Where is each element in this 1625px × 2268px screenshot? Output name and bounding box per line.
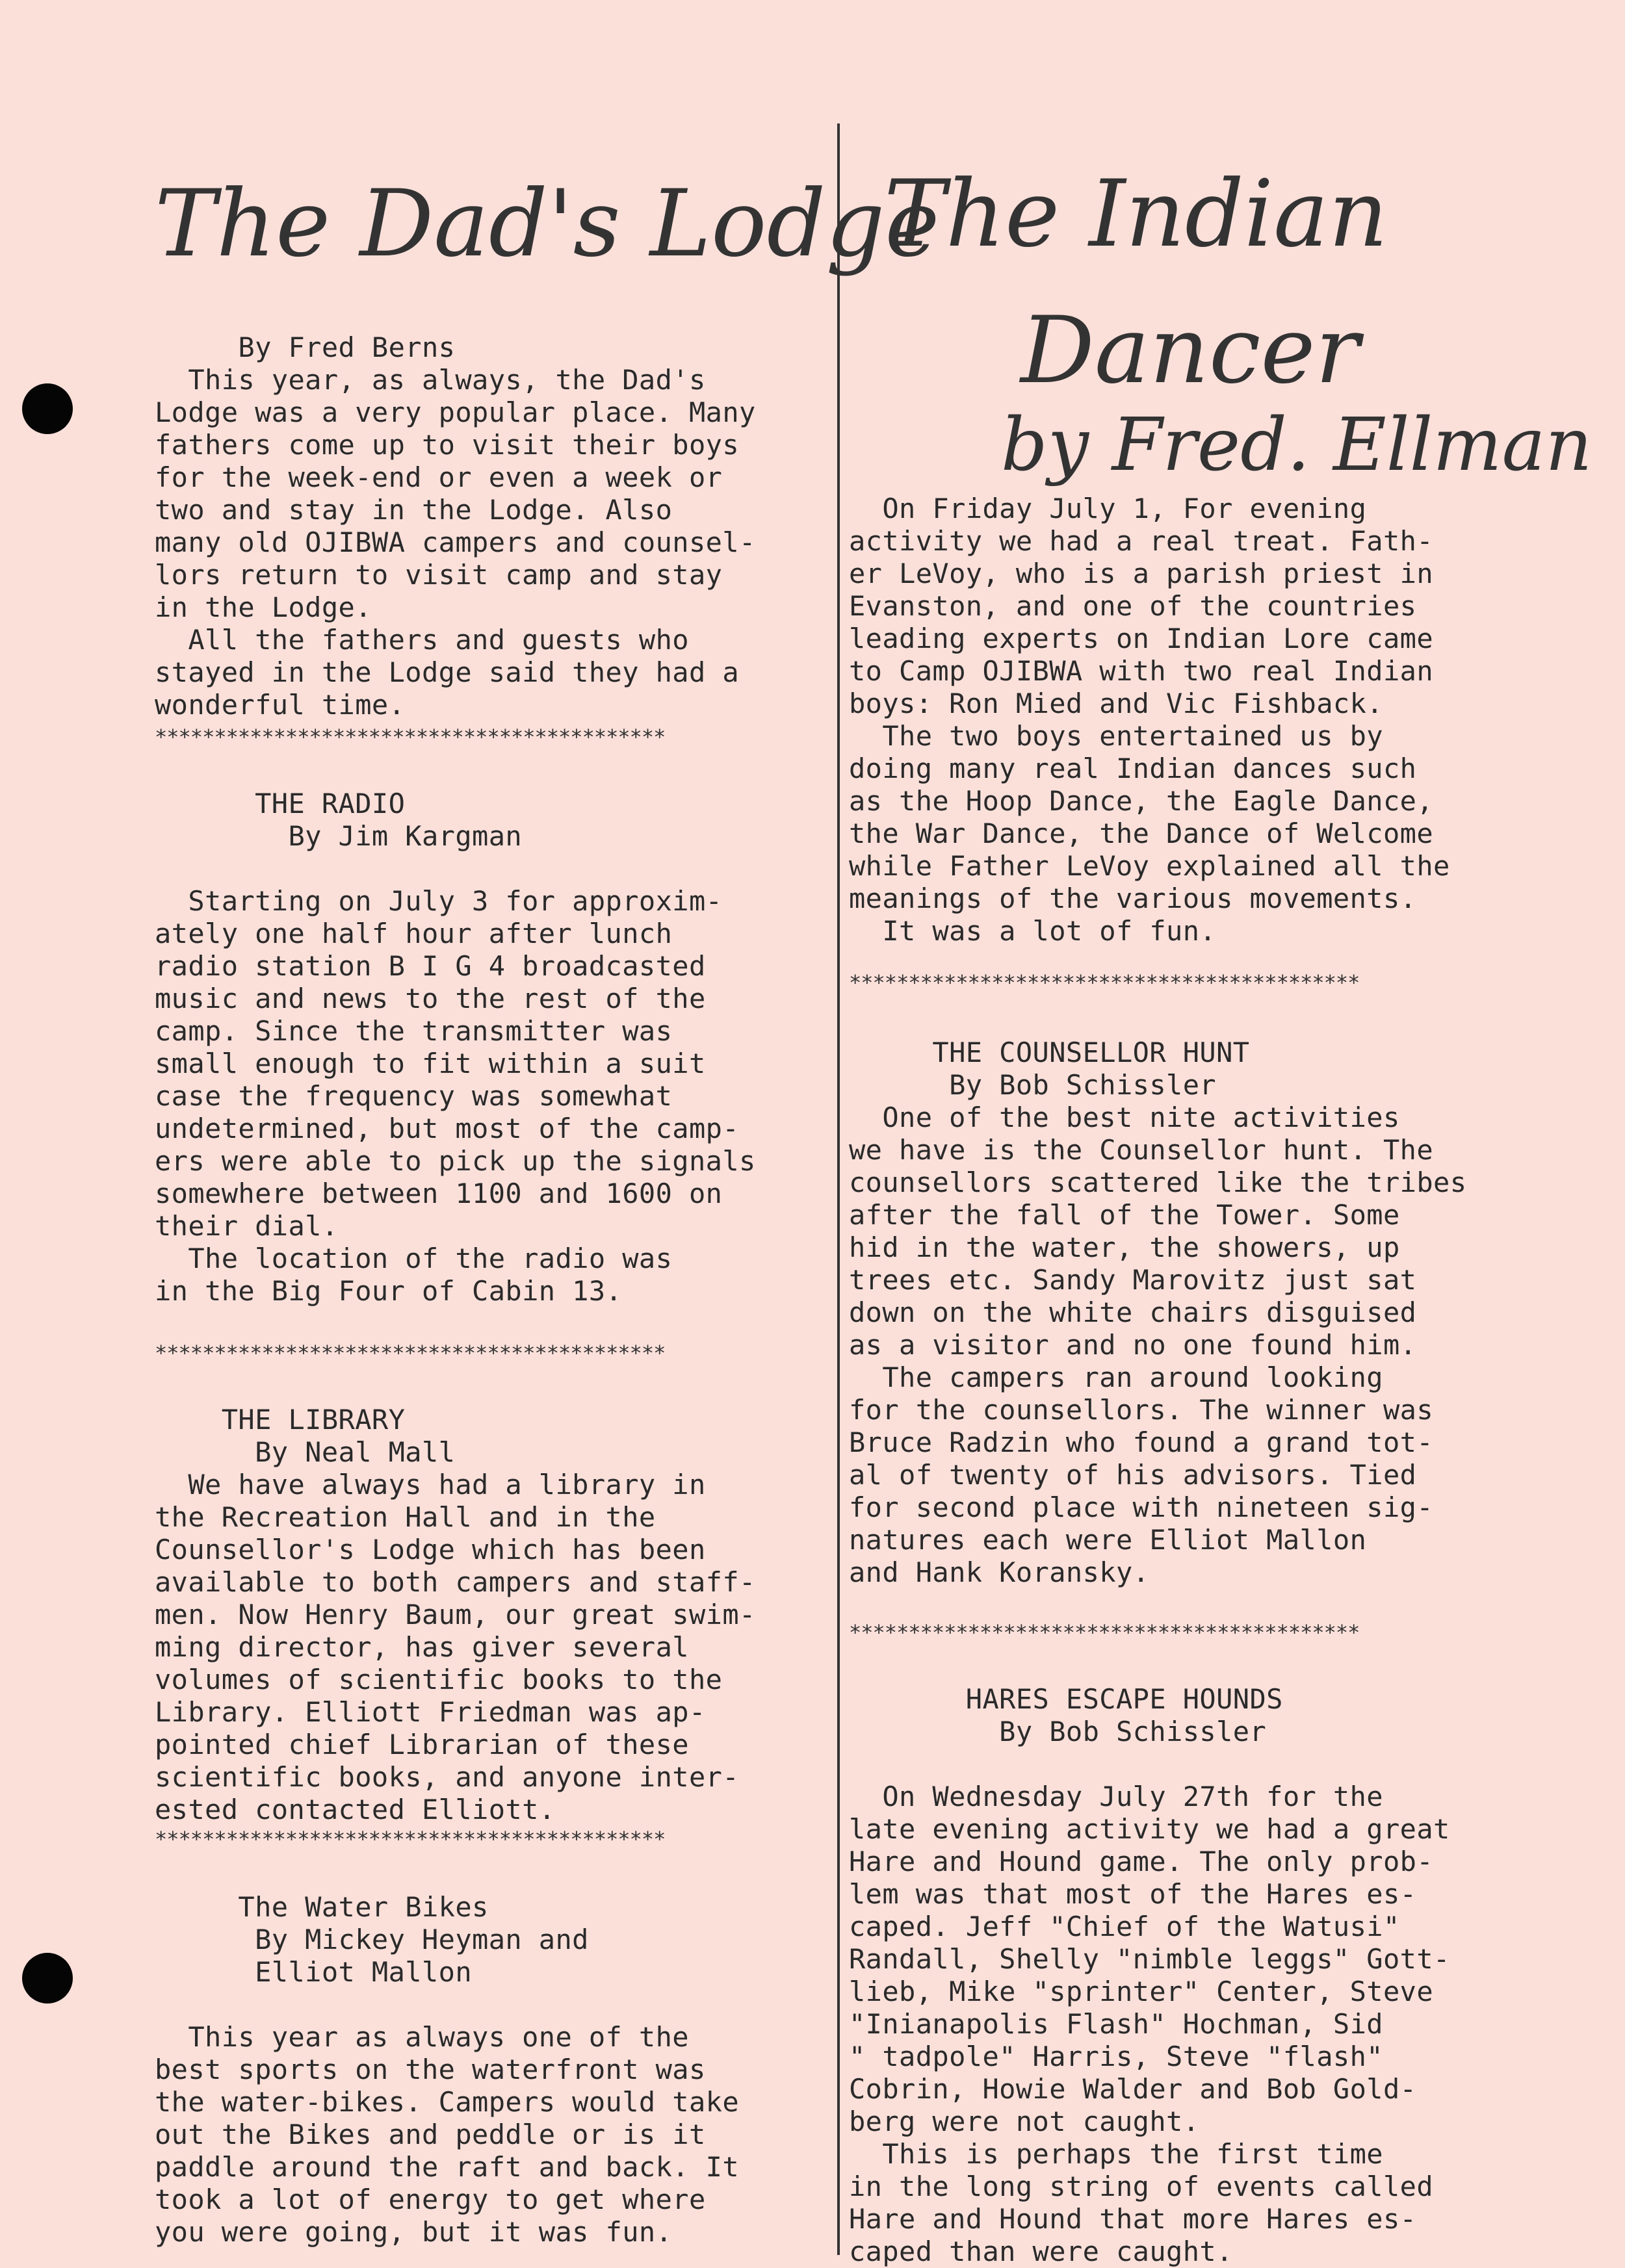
text-line: ested contacted Elliott. — [155, 1794, 556, 1825]
text-line: hid in the water, the showers, up — [849, 1231, 1400, 1263]
text-line: ming director, has giver several — [155, 1631, 689, 1663]
text-line: pointed chief Librarian of these — [155, 1729, 689, 1760]
text-line: Starting on July 3 for approxim- — [155, 885, 723, 917]
hares-hounds-article — [849, 1683, 1551, 2268]
text-line: scientific books, and anyone inter- — [155, 1761, 740, 1793]
text-line: It was a lot of fun. — [849, 915, 1217, 947]
water-bikes-article — [155, 1891, 831, 2249]
text-line: music and news to the rest of the — [155, 983, 706, 1014]
text-line: THE COUNSELLOR HUNT — [849, 1037, 1250, 1068]
text-line: available to both campers and staff- — [155, 1566, 756, 1598]
text-line: paddle around the raft and back. It — [155, 2151, 740, 2183]
text-line: stayed in the Lodge said they had a — [155, 656, 740, 688]
text-line: The campers ran around looking — [849, 1361, 1383, 1393]
text-line: activity we had a real treat. Fath- — [849, 525, 1434, 557]
dads-lodge-title: The Dad's Lodge — [155, 170, 940, 277]
text-line: Bruce Radzin who found a grand tot- — [849, 1426, 1434, 1458]
text-line: Counsellor's Lodge which has been — [155, 1534, 706, 1566]
text-line: This year, as always, the Dad's — [155, 364, 706, 396]
library-article — [155, 1404, 831, 1826]
text-line: This is perhaps the first time — [849, 2138, 1383, 2170]
text-line: fathers come up to visit their boys — [155, 429, 740, 461]
text-line: the water-bikes. Campers would take — [155, 2086, 740, 2118]
text-line: somewhere between 1100 and 1600 on — [155, 1178, 723, 1209]
text-line — [155, 853, 831, 885]
text-line: By Bob Schissler — [849, 1069, 1217, 1101]
text-line: Library. Elliott Friedman was ap- — [155, 1696, 706, 1728]
text-line: case the frequency was somewhat — [155, 1080, 673, 1112]
text-line: counsellors scattered like the tribes — [849, 1166, 1467, 1198]
text-line: Hare and Hound that more Hares es- — [849, 2203, 1417, 2235]
separator: ******************************************* — [849, 970, 1360, 995]
text-line: Randall, Shelly "nimble leggs" Gott- — [849, 1943, 1450, 1975]
indian-dancer-article — [849, 493, 1551, 947]
indian-dancer-title-line1: The Indian — [884, 161, 1388, 268]
text-line: as a visitor and no one found him. — [849, 1329, 1417, 1361]
text-line: after the fall of the Tower. Some — [849, 1199, 1400, 1231]
indian-dancer-title-line2: Dancer — [1020, 297, 1360, 404]
text-line: " tadpole" Harris, Steve "flash" — [849, 2041, 1383, 2072]
text-line: best sports on the waterfront was — [155, 2054, 706, 2085]
separator: ******************************************* — [849, 1620, 1360, 1645]
text-line: HARES ESCAPE HOUNDS — [849, 1683, 1283, 1715]
text-line — [849, 1748, 1551, 1781]
text-line: THE RADIO — [155, 788, 406, 819]
text-line: On Wednesday July 27th for the — [849, 1781, 1383, 1812]
text-line: doing many real Indian dances such — [849, 753, 1417, 784]
separator: ******************************************* — [155, 1827, 666, 1851]
text-line: We have always had a library in — [155, 1469, 706, 1501]
text-line: natures each were Elliot Mallon — [849, 1524, 1367, 1556]
text-line: THE LIBRARY — [155, 1404, 406, 1436]
text-line: while Father LeVoy explained all the — [849, 850, 1450, 882]
text-line: volumes of scientific books to the — [155, 1664, 723, 1695]
text-line: meanings of the various movements. — [849, 883, 1417, 914]
separator: ******************************************* — [155, 1341, 666, 1365]
text-line: al of twenty of his advisors. Tied — [849, 1459, 1417, 1491]
text-line: er LeVoy, who is a parish priest in — [849, 558, 1434, 589]
text-line: the Recreation Hall and in the — [155, 1501, 656, 1533]
text-line: two and stay in the Lodge. Also — [155, 494, 673, 526]
punch-hole-top — [22, 383, 73, 434]
text-line: The Water Bikes — [155, 1891, 489, 1923]
text-line: for the week-end or even a week or — [155, 461, 723, 493]
text-line: in the long string of events called — [849, 2171, 1434, 2202]
dads-lodge-article — [155, 331, 831, 721]
column-divider — [837, 123, 840, 2255]
text-line: down on the white chairs disguised — [849, 1296, 1417, 1328]
text-line: for second place with nineteen sig- — [849, 1491, 1434, 1523]
text-line: in the Big Four of Cabin 13. — [155, 1275, 623, 1307]
text-line: leading experts on Indian Lore came — [849, 623, 1434, 654]
text-line: This year as always one of the — [155, 2021, 689, 2053]
text-line: Evanston, and one of the countries — [849, 590, 1417, 622]
text-line: out the Bikes and peddle or is it — [155, 2119, 706, 2150]
text-line: their dial. — [155, 1210, 339, 1242]
radio-article — [155, 788, 831, 1308]
text-line: boys: Ron Mied and Vic Fishback. — [849, 688, 1383, 719]
text-line: By Jim Kargman — [155, 820, 523, 852]
text-line: wonderful time. — [155, 689, 406, 721]
text-line: caped. Jeff "Chief of the Watusi" — [849, 1911, 1400, 1942]
text-line: ers were able to pick up the signals — [155, 1145, 756, 1177]
text-line: Elliot Mallon — [155, 1956, 473, 1988]
text-line: berg were not caught. — [849, 2106, 1200, 2137]
text-line: Hare and Hound game. The only prob- — [849, 1846, 1434, 1877]
text-line: late evening activity we had a great — [849, 1813, 1450, 1845]
text-line: for the counsellors. The winner was — [849, 1394, 1434, 1426]
text-line: in the Lodge. — [155, 591, 372, 623]
indian-dancer-byline: by Fred. Ellman — [1001, 403, 1592, 487]
text-line: One of the best nite activities — [849, 1102, 1400, 1133]
text-line: many old OJIBWA campers and counsel- — [155, 526, 756, 558]
text-line: small enough to fit within a suit — [155, 1048, 706, 1079]
punch-hole-bottom — [22, 1953, 73, 2004]
text-line: to Camp OJIBWA with two real Indian — [849, 655, 1434, 687]
text-line: Lodge was a very popular place. Many — [155, 396, 756, 428]
text-line: as the Hoop Dance, the Eagle Dance, — [849, 785, 1434, 817]
text-line: trees etc. Sandy Marovitz just sat — [849, 1264, 1417, 1296]
text-line: men. Now Henry Baum, our great swim- — [155, 1599, 756, 1630]
text-line: you were going, but it was fun. — [155, 2216, 673, 2248]
text-line: lieb, Mike "sprinter" Center, Steve — [849, 1976, 1434, 2007]
text-line: caped than were caught. — [849, 2236, 1233, 2267]
text-line: camp. Since the transmitter was — [155, 1015, 673, 1047]
text-line: The location of the radio was — [155, 1243, 673, 1274]
text-line: took a lot of energy to get where — [155, 2184, 706, 2215]
text-line: By Neal Mall — [155, 1436, 456, 1468]
counsellor-hunt-article — [849, 1037, 1551, 1589]
separator: ******************************************* — [155, 725, 666, 749]
text-line: All the fathers and guests who — [155, 624, 689, 656]
text-line: lors return to visit camp and stay — [155, 559, 723, 591]
text-line: ately one half hour after lunch — [155, 918, 673, 949]
text-line: Cobrin, Howie Walder and Bob Gold- — [849, 2073, 1417, 2105]
text-line: "Inianapolis Flash" Hochman, Sid — [849, 2008, 1383, 2040]
text-line: lem was that most of the Hares es- — [849, 1878, 1417, 1910]
text-line: By Bob Schissler — [849, 1716, 1267, 1747]
text-line: we have is the Counsellor hunt. The — [849, 1134, 1434, 1166]
text-line: By Mickey Heyman and — [155, 1924, 589, 1955]
text-line: undetermined, but most of the camp- — [155, 1113, 740, 1144]
text-line: On Friday July 1, For evening — [849, 493, 1367, 524]
text-line: the War Dance, the Dance of Welcome — [849, 818, 1434, 849]
text-line — [155, 1989, 831, 2021]
text-line: By Fred Berns — [155, 331, 456, 363]
text-line: and Hank Koransky. — [849, 1556, 1150, 1588]
text-line: radio station B I G 4 broadcasted — [155, 950, 706, 982]
text-line: The two boys entertained us by — [849, 720, 1383, 752]
